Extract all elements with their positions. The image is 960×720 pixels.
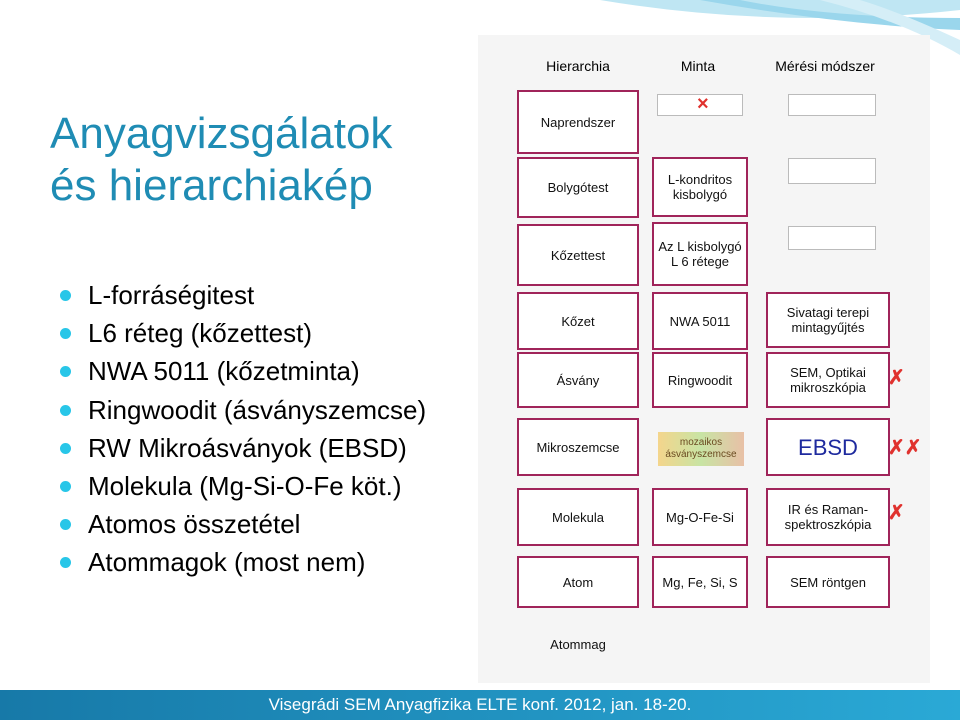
bullet-dot-icon xyxy=(60,443,71,454)
hierarchy-cell: Atommag xyxy=(550,636,606,652)
hierarchy-cell: Bolygótest xyxy=(517,157,639,218)
page-title xyxy=(50,108,392,212)
bullet-dot-icon xyxy=(60,290,71,301)
bullet-dot-icon xyxy=(60,519,71,530)
hierarchy-cell: Naprendszer xyxy=(517,90,639,154)
method-cell-ebsd: EBSD xyxy=(766,418,890,476)
method-cell: SEM röntgen xyxy=(766,556,890,608)
empty-method-box xyxy=(788,226,876,250)
header-sample: Minta xyxy=(680,58,716,74)
bullet-item: L6 réteg (kőzettest) xyxy=(60,314,426,352)
bullet-dot-icon xyxy=(60,328,71,339)
bullet-dot-icon xyxy=(60,405,71,416)
hierarchy-cell: Molekula xyxy=(517,488,639,546)
header-hierarchy: Hierarchia xyxy=(546,58,610,74)
bullet-item: NWA 5011 (kőzetminta) xyxy=(60,352,426,390)
sample-cell: Mg, Fe, Si, S xyxy=(652,556,748,608)
header-method: Mérési módszer xyxy=(775,58,875,74)
red-x-mark-icon: × xyxy=(697,93,709,115)
empty-method-box xyxy=(788,158,876,184)
red-x-mark-icon: ✗ xyxy=(888,367,905,389)
method-cell: SEM, Optikai mikroszkópia xyxy=(766,352,890,408)
bullet-item: Molekula (Mg-Si-O-Fe köt.) xyxy=(60,467,426,505)
bullet-item: L-forráségitest xyxy=(60,276,426,314)
hierarchy-cell: Kőzettest xyxy=(517,224,639,286)
hierarchy-cell: Ásvány xyxy=(517,352,639,408)
bullet-item: Ringwoodit (ásványszemcse) xyxy=(60,391,426,429)
red-x-mark-icon: ✗✗ xyxy=(888,437,922,459)
bullet-dot-icon xyxy=(60,557,71,568)
method-cell: IR és Raman-spektroszkópia xyxy=(766,488,890,546)
bullet-item: Atommagok (most nem) xyxy=(60,543,426,581)
title-line-2: és hierarchiakép xyxy=(50,161,373,210)
bullet-list xyxy=(60,276,426,582)
hierarchy-cell: Atom xyxy=(517,556,639,608)
bullet-item: Atomos összetétel xyxy=(60,505,426,543)
sample-cell: NWA 5011 xyxy=(652,292,748,350)
title-line-1: Anyagvizsgálatok xyxy=(50,109,393,158)
sample-cell: Az L kisbolygó L 6 rétege xyxy=(652,222,748,286)
empty-method-box xyxy=(788,94,876,116)
sample-cell: Ringwoodit xyxy=(652,352,748,408)
bullet-dot-icon xyxy=(60,366,71,377)
footer-bar: Visegrádi SEM Anyagfizika ELTE konf. 2012, jan. 18-20. xyxy=(0,690,960,720)
mosaic-grain-image: mozaikos ásványszemcse xyxy=(658,432,744,466)
hierarchy-cell: Mikroszemcse xyxy=(517,418,639,476)
hierarchy-cell: Kőzet xyxy=(517,292,639,350)
method-cell: Sivatagi terepi mintagyűjtés xyxy=(766,292,890,348)
sample-cell: L-kondritos kisbolygó xyxy=(652,157,748,217)
bullet-dot-icon xyxy=(60,481,71,492)
red-x-mark-icon: ✗ xyxy=(888,502,905,524)
sample-cell: Mg-O-Fe-Si xyxy=(652,488,748,546)
bullet-item: RW Mikroásványok (EBSD) xyxy=(60,429,426,467)
